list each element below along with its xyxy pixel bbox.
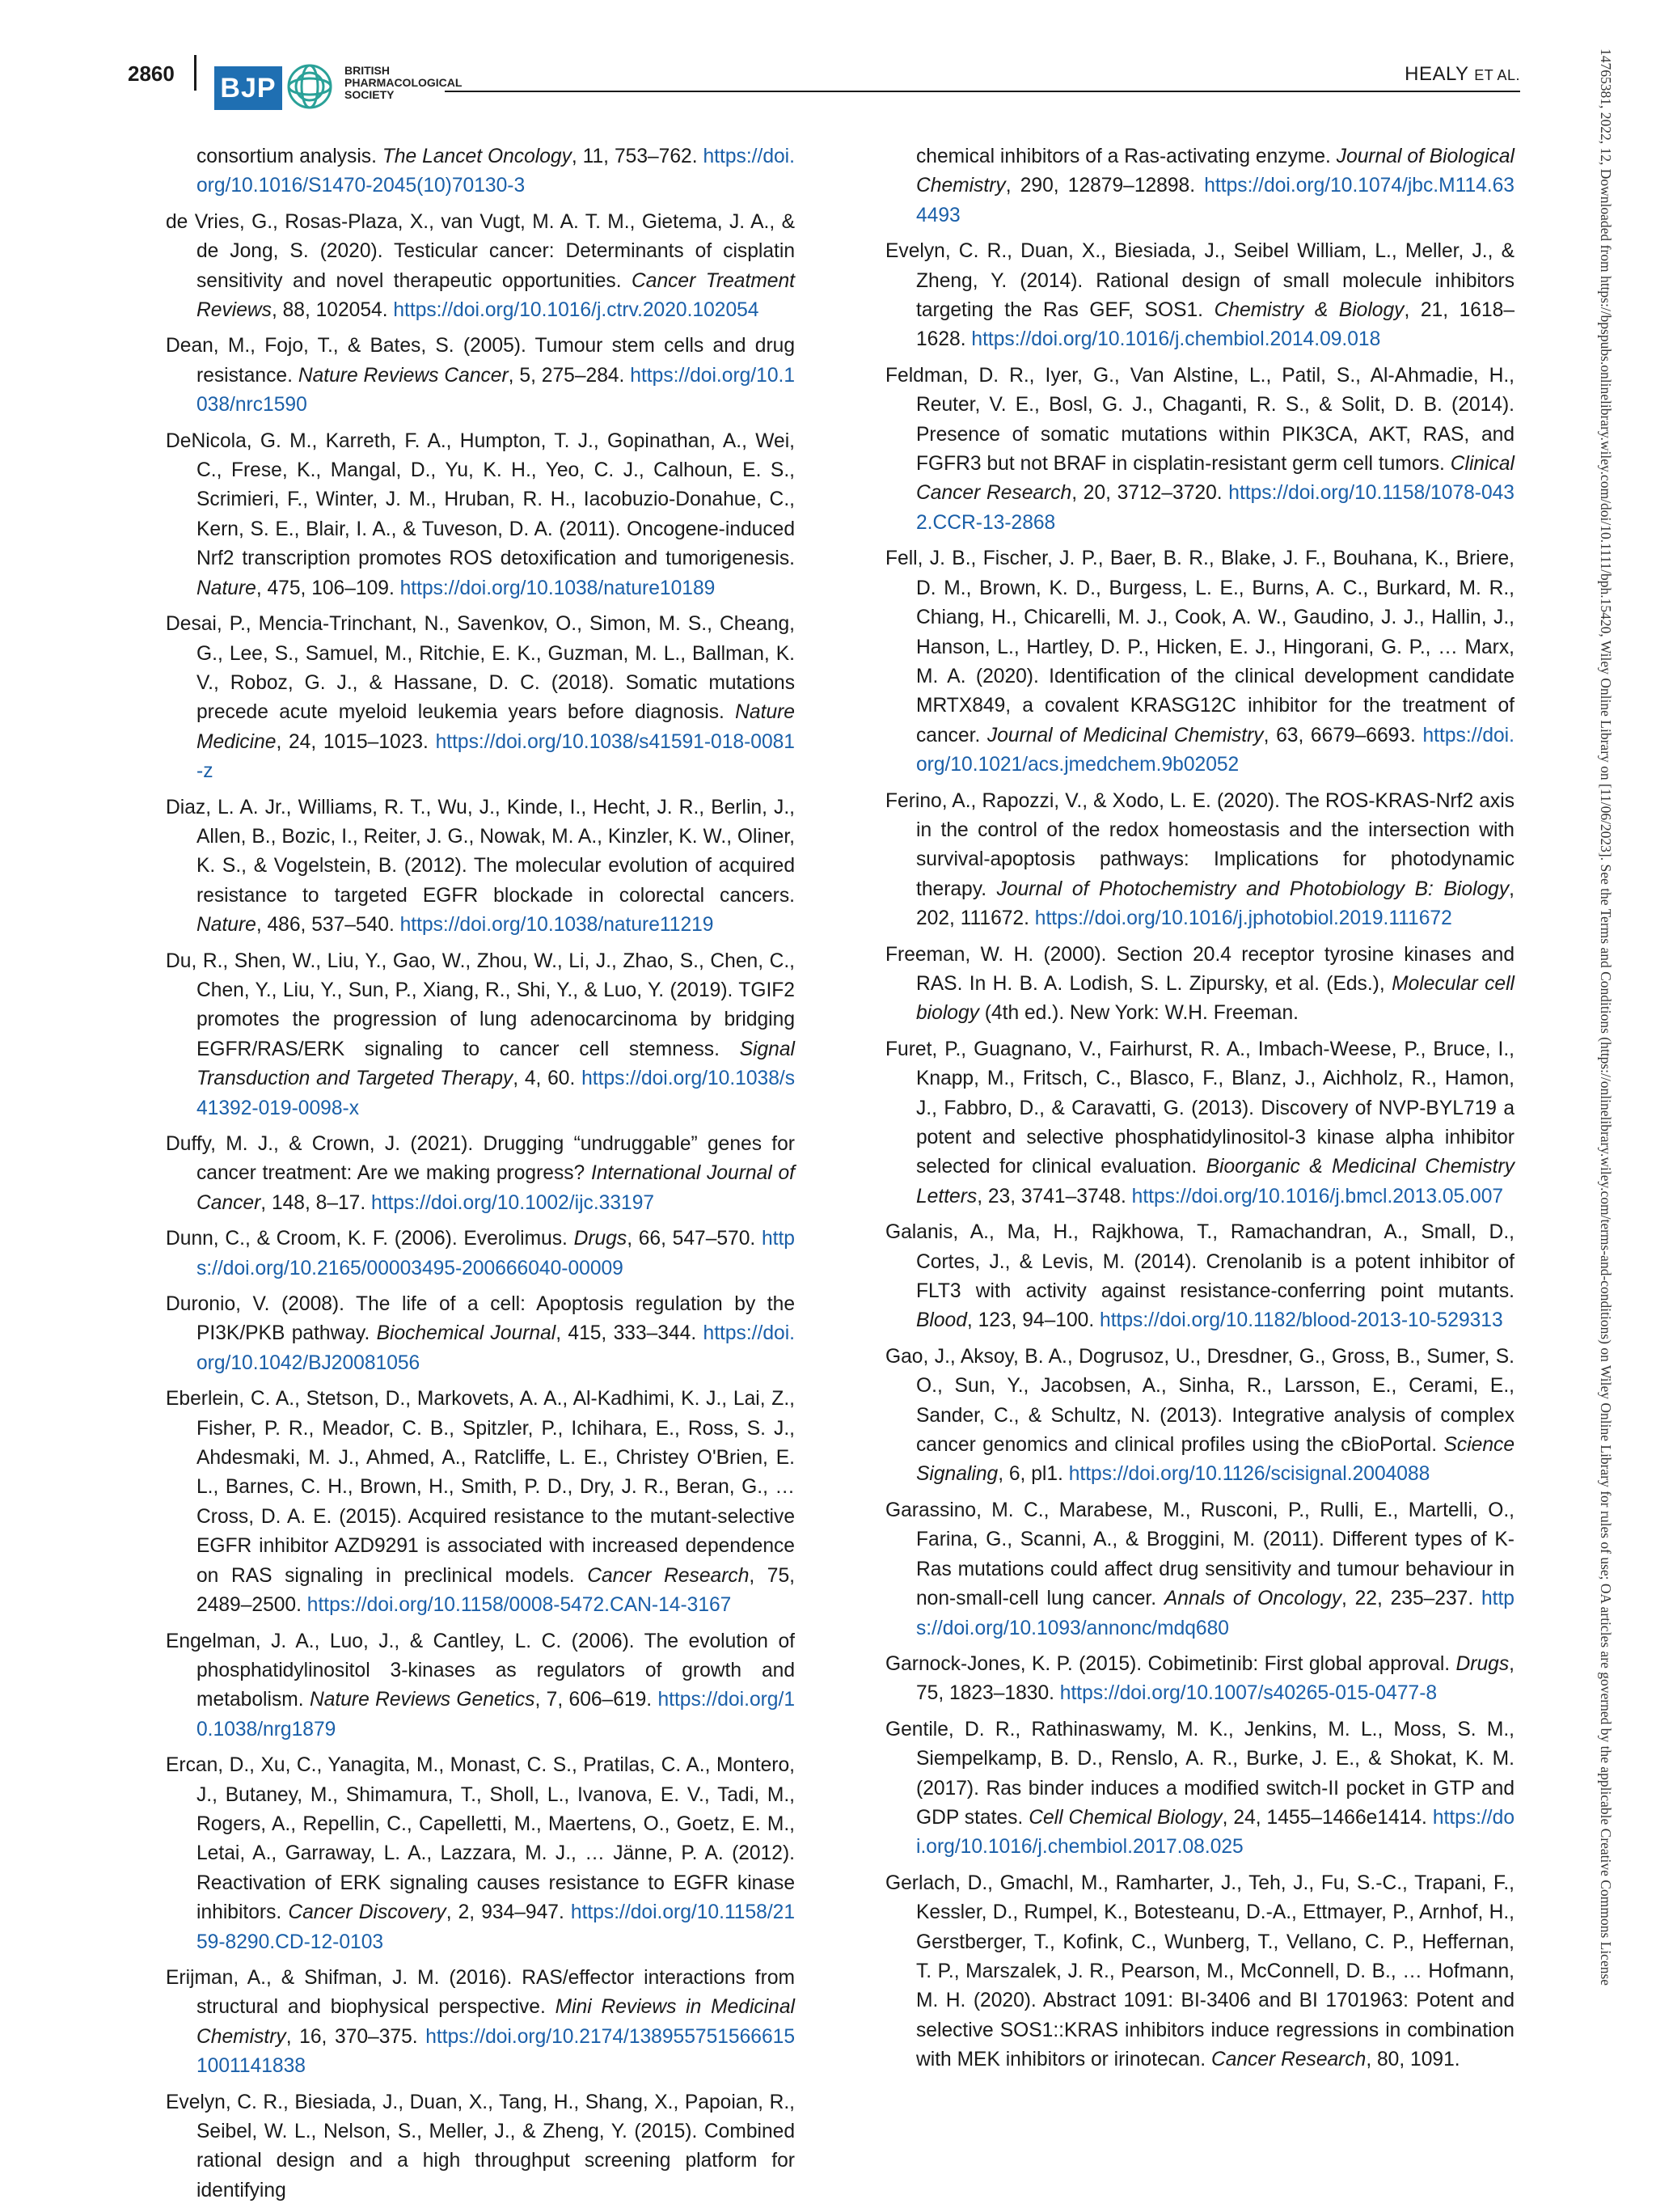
- reference-entry: [885, 544, 1514, 780]
- reference-volume: , 23, 3741–3748.: [977, 1185, 1132, 1208]
- reference-text: Gerlach, D., Gmachl, M., Ramharter, J., Teh, J., Fu, S.-C., Trapani, F., Kessler, D., Rumpel, K., Botesteanu, D.-A., Ettmayer, P., Arnhof, H., Gerstberger, T., Kofink, C., Wunberg, T., Vellano, C. P., Heffernan, T. P., Marszalek, J. R., Pearson, M., McConnell, D. B., … Hofmann, M. H. (2020). Abstract 1091: BI-3406 and BI 1701963: Potent and selective SOS1::KRAS inhibitors induce regressions in combination with MEK inhibitors or irinotecan.: [885, 1872, 1514, 2071]
- reference-volume: , 4, 60.: [513, 1068, 582, 1090]
- reference-doi-link[interactable]: https://doi.org/10.1042/BJ20081056: [196, 1322, 795, 1374]
- reference-volume: , 148, 8–17.: [260, 1191, 372, 1214]
- reference-journal: Annals of Oncology: [1164, 1588, 1342, 1610]
- society-name: [344, 65, 462, 101]
- header-rule: [445, 91, 1520, 92]
- reference-entry: [166, 1751, 795, 1957]
- reference-journal: Journal of Medicinal Chemistry: [986, 724, 1264, 746]
- reference-journal: The Lancet Oncology: [382, 146, 572, 167]
- reference-entry: [885, 362, 1514, 538]
- reference-doi-link[interactable]: https://doi.org/10.1182/blood-2013-10-529313: [1100, 1309, 1503, 1332]
- reference-entry: [166, 2088, 795, 2206]
- reference-entry: [166, 142, 795, 201]
- reference-text: de Vries, G., Rosas-Plaza, X., van Vugt, M. A. T. M., Gietema, J. A., & de Jong, S. (2020). Testicular cancer: Determinants of cisplatin sensitivity and novel therapeutic opportunities.: [166, 210, 795, 292]
- reference-entry: [885, 237, 1514, 355]
- reference-doi-link[interactable]: https://doi.org/10.1016/j.ctrv.2020.102054: [393, 299, 759, 322]
- reference-text: Garassino, M. C., Marabese, M., Rusconi, P., Rulli, E., Martelli, O., Farina, G., Scanni, A., & Broggini, M. (2011). Different types of K-Ras mutations could affect drug sensitivity and tumour behaviour in non-small-cell lung cancer.: [885, 1499, 1514, 1610]
- reference-journal: Chemistry & Biology: [1214, 299, 1405, 322]
- reference-text: Duronio, V. (2008). The life of a cell: Apoptosis regulation by the PI3K/PKB pathway.: [166, 1293, 795, 1345]
- reference-text: Gentile, D. R., Rathinaswamy, M. K., Jenkins, M. L., Moss, S. M., Siempelkamp, B. D., Renslo, A. R., Burke, J. E., & Shokat, K. M. (2017). Ras binder induces a modified switch-II pocket in GTP and GDP states.: [885, 1718, 1514, 1829]
- reference-journal: Clinical Cancer Research: [916, 453, 1514, 505]
- reference-entry: [885, 1715, 1514, 1863]
- header-divider: [194, 55, 196, 91]
- reference-text: Gao, J., Aksoy, B. A., Dogrusoz, U., Dresdner, G., Gross, B., Sumer, S. O., Sun, Y., Jacobsen, A., Sinha, R., Larsson, E., Cerami, E., Sander, C., & Schultz, N. (2013). Integrative analysis of complex cancer genomics and clinical profiles using the cBioPortal.: [885, 1345, 1514, 1457]
- reference-volume: , 75, 1823–1830.: [916, 1652, 1514, 1705]
- society-name-line: PHARMACOLOGICAL: [344, 76, 463, 89]
- reference-journal: Science Signaling: [916, 1434, 1514, 1486]
- reference-volume: , 2, 934–947.: [446, 1901, 571, 1924]
- reference-journal: Nature: [196, 577, 256, 599]
- reference-doi-link[interactable]: https://doi.org/10.1074/jbc.M114.634493: [916, 175, 1514, 226]
- reference-entry: [166, 208, 795, 326]
- reference-volume: , 202, 111672.: [916, 878, 1514, 930]
- reference-doi-link[interactable]: https://doi.org/10.1038/nrc1590: [196, 364, 796, 417]
- running-head-etal: ET AL.: [1474, 67, 1520, 83]
- reference-volume: , 290, 12879–12898.: [1005, 175, 1205, 197]
- reference-text: Engelman, J. A., Luo, J., & Cantley, L. C. (2006). The evolution of phosphatidylinositol 3-kinases as regulators of growth and metabolism.: [166, 1630, 795, 1711]
- reference-doi-link[interactable]: https://doi.org/10.1158/0008-5472.CAN-14-3167: [306, 1594, 732, 1617]
- reference-entry: [885, 941, 1514, 1029]
- reference-doi-link[interactable]: https://doi.org/10.1016/j.jphotobiol.2019.111672: [1034, 907, 1452, 930]
- reference-volume: , 5, 275–284.: [508, 364, 631, 387]
- reference-journal: Drugs: [1455, 1652, 1510, 1675]
- reference-journal: Nature: [196, 914, 256, 937]
- reference-column-left: [166, 142, 795, 2212]
- reference-doi-link[interactable]: https://doi.org/10.1016/j.bmcl.2013.05.007: [1131, 1185, 1504, 1208]
- reference-entry: [885, 142, 1514, 231]
- reference-entry: [885, 1218, 1514, 1336]
- reference-volume: , 7, 606–619.: [534, 1689, 658, 1711]
- reference-entry: [166, 610, 795, 786]
- reference-volume: , 24, 1015–1023.: [276, 730, 436, 753]
- reference-entry: [885, 1650, 1514, 1709]
- reference-volume: , 66, 547–570.: [627, 1228, 762, 1250]
- reference-volume: , 475, 106–109.: [256, 577, 400, 599]
- reference-entry: [166, 793, 795, 941]
- reference-entry: [166, 332, 795, 420]
- reference-text: Freeman, W. H. (2000). Section 20.4 receptor tyrosine kinases and RAS. In H. B. A. Lodish, S. L. Zipursky, et al. (Eds.),: [885, 943, 1514, 995]
- side-note-text: 14765381, 2022, 12, Downloaded from https://bpspubs.onlinelibrary.wiley.com/doi/10.1111/bph.15420, Wiley Online Library on [11/06/2023]. See the Terms and Conditions (https://onlinelibrary.wiley.com/terms-and-conditions) on Wiley Online Library for rules of use; OA articles are governed by the applicable Creative Commons License: [1598, 49, 1614, 1986]
- reference-entry: [166, 1385, 795, 1620]
- reference-text: consortium analysis.: [196, 146, 382, 167]
- reference-doi-link[interactable]: https://doi.org/10.1002/ijc.33197: [371, 1191, 655, 1214]
- reference-doi-link[interactable]: https://doi.org/10.1038/nature11219: [399, 914, 714, 937]
- reference-journal: Biochemical Journal: [376, 1322, 556, 1345]
- reference-volume: , 486, 537–540.: [256, 914, 400, 937]
- reference-volume: , 63, 6679–6693.: [1263, 724, 1423, 746]
- reference-text: Dean, M., Fojo, T., & Bates, S. (2005). Tumour stem cells and drug resistance.: [166, 335, 795, 387]
- running-head: [1405, 63, 1520, 86]
- reference-text: Galanis, A., Ma, H., Rajkhowa, T., Ramachandran, A., Small, D., Cortes, J., & Levis, M. (2014). Crenolanib is a potent inhibitor of FLT3 with activity against resistance-conferring point mutants.: [885, 1221, 1514, 1303]
- reference-doi-link[interactable]: https://doi.org/10.1126/scisignal.2004088: [1068, 1463, 1430, 1486]
- bjp-logo: BJP: [214, 66, 282, 110]
- reference-volume: , 16, 370–375.: [285, 2025, 426, 2048]
- reference-journal: International Journal of Cancer: [196, 1162, 795, 1214]
- reference-volume: , 88, 102054.: [271, 299, 394, 322]
- reference-volume: , 80, 1091.: [1366, 2049, 1460, 2071]
- reference-volume: , 415, 333–344.: [556, 1322, 703, 1345]
- reference-entry: [885, 1343, 1514, 1490]
- reference-journal: Journal of Photochemistry and Photobiology B: Biology: [996, 878, 1510, 900]
- reference-doi-link[interactable]: https://doi.org/10.1158/2159-8290.CD-12-0103: [196, 1901, 796, 1953]
- reference-doi-link[interactable]: https://doi.org/10.1158/1078-0432.CCR-13-2868: [916, 482, 1514, 534]
- reference-text: Dunn, C., & Croom, K. F. (2006). Everolimus.: [166, 1228, 574, 1250]
- reference-doi-link[interactable]: https://doi.org/10.1038/s41392-019-0098-x: [196, 1068, 796, 1119]
- reference-journal: Nature Reviews Cancer: [298, 364, 509, 387]
- reference-text: DeNicola, G. M., Karreth, F. A., Humpton, T. J., Gopinathan, A., Wei, C., Frese, K., Mangal, D., Yu, K. H., Yeo, C. J., Calhoun, E. S., Scrimieri, F., Winter, J. M., Hruban, R. H., Iacobuzio-Donahue, C., Kern, S. E., Blair, I. A., & Tuveson, D. A. (2011). Oncogene-induced Nrf2 transcription promotes ROS detoxification and tumorigenesis.: [166, 429, 795, 570]
- reference-journal: Drugs: [573, 1228, 627, 1250]
- reference-entry: [166, 1964, 795, 2082]
- reference-volume: , 22, 235–237.: [1341, 1588, 1481, 1610]
- reference-text: Eberlein, C. A., Stetson, D., Markovets, A. A., Al-Kadhimi, K. J., Lai, Z., Fisher, P. R., Meador, C. B., Spitzler, P., Ichihara, E., Ross, S. J., Ahdesmaki, M. J., Ahmed, A., Ratcliffe, L. E., Christey O'Brien, E. L., Barnes, C. H., Brown, H., Smith, P. D., Dry, J. R., Beran, G., … Cross, D. A. E. (2015). Acquired resistance to the mutant-selective EGFR inhibitor AZD9291 is associated with increased dependence on RAS signaling in preclinical models.: [166, 1388, 795, 1587]
- reference-doi-link[interactable]: https://doi.org/10.1016/j.chembiol.2014.09.018: [971, 328, 1381, 351]
- running-head-author: HEALY: [1405, 63, 1469, 85]
- reference-doi-link[interactable]: https://doi.org/10.2165/00003495-200666040-00009: [196, 1228, 795, 1279]
- reference-journal: Nature Reviews Genetics: [309, 1689, 535, 1711]
- reference-journal: Journal of Biological Chemistry: [916, 146, 1514, 197]
- reference-doi-link[interactable]: https://doi.org/10.1016/j.chembiol.2017.08.025: [916, 1806, 1515, 1859]
- reference-doi-link[interactable]: https://doi.org/10.1007/s40265-015-0477-8: [1059, 1682, 1438, 1705]
- reference-volume: , 123, 94–100.: [966, 1309, 1100, 1332]
- download-side-note: [1591, 49, 1624, 2143]
- reference-text: Evelyn, C. R., Biesiada, J., Duan, X., Tang, H., Shang, X., Papoian, R., Seibel, W. L., Nelson, S., Meller, J., & Zheng, Y. (2015). Combined rational design and a high throughput screening platform for identifying: [166, 2091, 795, 2201]
- reference-journal: Cancer Treatment Reviews: [196, 269, 795, 322]
- reference-doi-link[interactable]: https://doi.org/10.1038/s41591-018-0081-z: [196, 730, 795, 783]
- reference-entry: [166, 1290, 795, 1378]
- reference-journal: Nature Medicine: [196, 701, 795, 753]
- reference-journal: Bioorganic & Medicinal Chemistry Letters: [916, 1156, 1514, 1208]
- reference-text: Garnock-Jones, K. P. (2015). Cobimetinib: First global approval.: [885, 1652, 1456, 1675]
- reference-journal: Cancer Research: [1210, 2049, 1367, 2071]
- reference-volume: , 20, 3712–3720.: [1071, 482, 1229, 505]
- reference-text: Feldman, D. R., Iyer, G., Van Alstine, L., Patil, S., Al-Ahmadie, H., Reuter, V. E., Bosl, G. J., Chaganti, R. S., & Solit, D. B. (2014). Presence of somatic mutations within PIK3CA, AKT, RAS, and FGFR3 but not BRAF in cisplatin-resistant germ cell tumors.: [885, 364, 1514, 476]
- reference-entry: [166, 427, 795, 603]
- reference-entry: [166, 1627, 795, 1745]
- reference-journal: Cancer Research: [587, 1564, 750, 1587]
- reference-entry: [166, 1224, 795, 1284]
- reference-column-right: [885, 142, 1514, 2082]
- reference-text: Diaz, L. A. Jr., Williams, R. T., Wu, J., Kinde, I., Hecht, J. R., Berlin, J., Allen, B., Bozic, I., Reiter, J. G., Nowak, M. A., Kinzler, K. W., Oliner, K. S., & Vogelstein, B. (2012). The molecular evolution of acquired resistance to targeted EGFR blockade in colorectal cancers.: [166, 796, 795, 907]
- reference-journal: Molecular cell biology: [916, 972, 1514, 1025]
- reference-volume: , 24, 1455–1466e1414.: [1222, 1806, 1433, 1829]
- reference-entry: [885, 1869, 1514, 2075]
- reference-text: Duffy, M. J., & Crown, J. (2021). Drugging “undruggable” genes for cancer treatment: Are we making progress?: [166, 1133, 795, 1185]
- reference-doi-link[interactable]: https://doi.org/10.1016/S1470-2045(10)70130-3: [196, 146, 795, 197]
- reference-volume: (4th ed.). New York: W.H. Freeman.: [978, 1002, 1299, 1025]
- page-header: [105, 50, 1520, 112]
- reference-entry: [166, 947, 795, 1123]
- reference-volume: , 21, 1618–1628.: [916, 299, 1515, 351]
- reference-text: Furet, P., Guagnano, V., Fairhurst, R. A., Imbach-Weese, P., Bruce, I., Knapp, M., Fritsch, C., Blasco, F., Blanz, J., Aichholz, R., Hamon, J., Fabbro, D., & Caravatti, G. (2013). Discovery of NVP-BYL719 a potent and selective phosphatidylinositol-3 kinase alpha inhibitor selected for clinical evaluation.: [885, 1038, 1514, 1178]
- reference-doi-link[interactable]: https://doi.org/10.1038/nature10189: [399, 577, 716, 599]
- reference-text: Desai, P., Mencia-Trinchant, N., Savenkov, O., Simon, M. S., Cheang, G., Lee, S., Samuel, M., Ritchie, E. K., Guzman, M. L., Ballman, K. V., Roboz, G. J., & Hassane, D. C. (2018). Somatic mutations precede acute myeloid leukemia years before diagnosis.: [166, 613, 795, 724]
- reference-volume: , 6, pl1.: [998, 1463, 1069, 1486]
- reference-entry: [885, 1496, 1514, 1643]
- society-name-line: SOCIETY: [344, 88, 395, 101]
- reference-text: Ercan, D., Xu, C., Yanagita, M., Monast, C. S., Pratilas, C. A., Montero, J., Butaney, M., Shimamura, T., Sholl, L., Ivanova, E. V., Tadi, M., Rogers, A., Repellin, C., Capelletti, M., Maertens, O., Goetz, E. M., Letai, A., Garraway, L. A., Lazzara, M. J., … Jänne, P. A. (2012). Reactivation of ERK signaling causes resistance to EGFR kinase inhibitors.: [166, 1754, 795, 1924]
- reference-text: Erijman, A., & Shifman, J. M. (2016). RAS/effector interactions from structural and biophysical perspective.: [166, 1966, 795, 2019]
- reference-journal: Cancer Discovery: [288, 1901, 446, 1924]
- reference-entry: [885, 787, 1514, 934]
- reference-volume: , 11, 753–762.: [571, 146, 703, 167]
- reference-volume: , 75, 2489–2500.: [196, 1564, 795, 1617]
- reference-doi-link[interactable]: https://doi.org/10.1021/acs.jmedchem.9b02052: [916, 724, 1514, 776]
- reference-journal: Signal Transduction and Targeted Therapy: [196, 1038, 795, 1090]
- reference-entry: [166, 1130, 795, 1218]
- society-emblem-icon: [281, 58, 338, 115]
- reference-doi-link[interactable]: https://doi.org/10.1093/annonc/mdq680: [916, 1588, 1514, 1639]
- reference-entry: [885, 1035, 1514, 1212]
- reference-journal: Mini Reviews in Medicinal Chemistry: [196, 1996, 795, 2048]
- reference-text: Ferino, A., Rapozzi, V., & Xodo, L. E. (2020). The ROS-KRAS-Nrf2 axis in the control of the redox homeostasis and the intersection with survival-apoptosis pathways: Implications for photodynamic therapy.: [885, 789, 1514, 900]
- reference-text: Fell, J. B., Fischer, J. P., Baer, B. R., Blake, J. F., Bouhana, K., Briere, D. M., Brown, K. D., Burgess, L. E., Burns, A. C., Burkard, M. R., Chiang, H., Chicarelli, M. J., Cook, A. W., Gaudino, J. J., Hallin, J., Hanson, L., Hartley, D. P., Hicken, E. J., Hingorani, G. P., … Marx, M. A. (2020). Identification of the clinical development candidate MRTX849, a covalent KRASG12C inhibitor for the treatment of cancer.: [885, 548, 1514, 746]
- reference-doi-link[interactable]: https://doi.org/10.2174/1389557515666151001141838: [196, 2025, 795, 2078]
- page-number: 2860: [128, 61, 175, 86]
- reference-text: Evelyn, C. R., Duan, X., Biesiada, J., Seibel William, L., Meller, J., & Zheng, Y. (2014). Rational design of small molecule inhibitors targeting the Ras GEF, SOS1.: [885, 240, 1514, 322]
- reference-journal: Cell Chemical Biology: [1029, 1806, 1223, 1829]
- reference-doi-link[interactable]: https://doi.org/10.1038/nrg1879: [196, 1689, 795, 1740]
- reference-text: Du, R., Shen, W., Liu, Y., Gao, W., Zhou, W., Li, J., Zhao, S., Chen, C., Chen, Y., Liu, Y., Sun, P., Xiang, R., Shi, Y., & Luo, Y. (2019). TGIF2 promotes the progression of lung adenocarcinoma by bridging EGFR/RAS/ERK signaling to cancer cell stemness.: [166, 950, 795, 1060]
- reference-text: chemical inhibitors of a Ras-activating enzyme.: [916, 146, 1337, 167]
- reference-journal: Blood: [916, 1309, 967, 1332]
- society-name-line: BRITISH: [344, 64, 390, 77]
